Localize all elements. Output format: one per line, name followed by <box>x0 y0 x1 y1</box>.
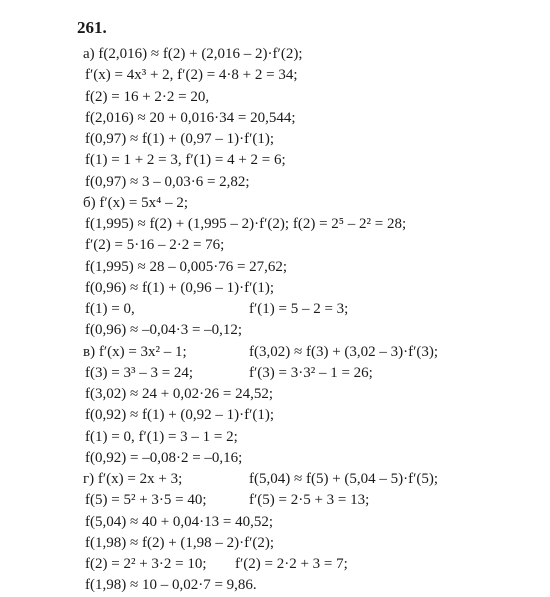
line-text: f(1) = 0, f′(1) = 3 – 1 = 2; <box>85 428 238 445</box>
solution-line <box>83 65 533 86</box>
solution-line <box>83 257 533 278</box>
solution-line <box>83 427 533 448</box>
solution-line <box>83 469 533 490</box>
line-text: f(1,98) ≈ 10 – 0,02·7 = 9,86. <box>85 577 257 594</box>
line-text: f(3,02) ≈ 24 + 0,02·26 = 24,52; <box>85 386 274 402</box>
line-text-right: f(3,02) ≈ f(3) + (3,02 – 3)·f′(3); <box>249 343 439 360</box>
solution-line <box>83 235 533 256</box>
solution-line <box>83 214 533 235</box>
line-text: f(0,96) ≈ –0,04·3 = –0,12; <box>85 322 243 339</box>
solution-line <box>83 490 533 511</box>
solution-line <box>83 405 533 426</box>
line-text: f(2) = 16 + 2·2 = 20, <box>85 88 210 105</box>
line-text: в) f′(x) = 3x² – 1; <box>83 343 187 360</box>
line-text: f′(2) = 5·16 – 2·2 = 76; <box>85 237 225 254</box>
solution-block <box>83 44 533 597</box>
line-text: f(0,97) ≈ 3 – 0,03·6 = 2,82; <box>85 173 250 190</box>
line-text: f(3) = 3³ – 3 = 24; <box>85 364 194 381</box>
line-text: f(2,016) ≈ 20 + 0,016·34 = 20,544; <box>85 109 296 126</box>
line-text: f(1) = 0, <box>85 301 135 317</box>
solution-line <box>83 278 533 299</box>
line-text: f(0,92) = –0,08·2 = –0,16; <box>85 449 243 466</box>
line-text: f(0,96) ≈ f(1) + (0,96 – 1)·f′(1); <box>85 279 275 296</box>
line-text-right: f′(2) = 2·2 + 3 = 7; <box>235 556 348 572</box>
line-text: f(0,92) ≈ f(1) + (0,92 – 1)·f′(1); <box>85 407 275 424</box>
problem-number: 261. <box>77 18 107 37</box>
solution-line <box>83 512 533 533</box>
line-text: г) f′(x) = 2x + 3; <box>83 471 183 487</box>
solution-line <box>83 299 533 320</box>
line-text-right: f′(3) = 3·3² – 1 = 26; <box>249 364 373 381</box>
line-text: f(0,97) ≈ f(1) + (0,97 – 1)·f′(1); <box>85 131 275 147</box>
line-text: f(2) = 2² + 3·2 = 10; <box>85 556 207 572</box>
solution-line <box>83 342 533 363</box>
line-text: f(5,04) ≈ 40 + 0,04·13 = 40,52; <box>85 513 274 530</box>
solution-line <box>83 87 533 108</box>
solution-line <box>83 554 533 575</box>
line-text: f′(x) = 4x³ + 2, f′(2) = 4·8 + 2 = 34; <box>85 67 298 84</box>
line-text: б) f′(x) = 5x⁴ – 2; <box>83 194 188 211</box>
line-text: f(1,995) ≈ f(2) + (1,995 – 2)·f′(2); f(2) = 2⁵ – 2² = 28; <box>85 216 407 232</box>
solution-line <box>83 320 533 341</box>
solution-line <box>83 363 533 384</box>
solution-line <box>83 193 533 214</box>
solution-line <box>83 448 533 469</box>
solution-line <box>83 533 533 554</box>
line-text: f(1,995) ≈ 28 – 0,005·76 = 27,62; <box>85 258 288 275</box>
solution-line <box>83 44 533 65</box>
solution-line <box>83 384 533 405</box>
line-text: f(1,98) ≈ f(2) + (1,98 – 2)·f′(2); <box>85 534 275 551</box>
line-text: а) f(2,016) ≈ f(2) + (2,016 – 2)·f′(2); <box>83 46 303 62</box>
solution-line <box>83 129 533 150</box>
line-text: f(1) = 1 + 2 = 3, f′(1) = 4 + 2 = 6; <box>85 152 286 169</box>
solution-line <box>83 172 533 193</box>
line-text-right: f(5,04) ≈ f(5) + (5,04 – 5)·f′(5); <box>249 471 439 487</box>
line-text: f(5) = 5² + 3·5 = 40; <box>85 492 207 509</box>
solution-line <box>83 575 533 596</box>
line-text-right: f′(1) = 5 – 2 = 3; <box>249 301 349 317</box>
line-text-right: f′(5) = 2·5 + 3 = 13; <box>249 492 370 509</box>
solution-line <box>83 108 533 129</box>
solution-line <box>83 150 533 171</box>
